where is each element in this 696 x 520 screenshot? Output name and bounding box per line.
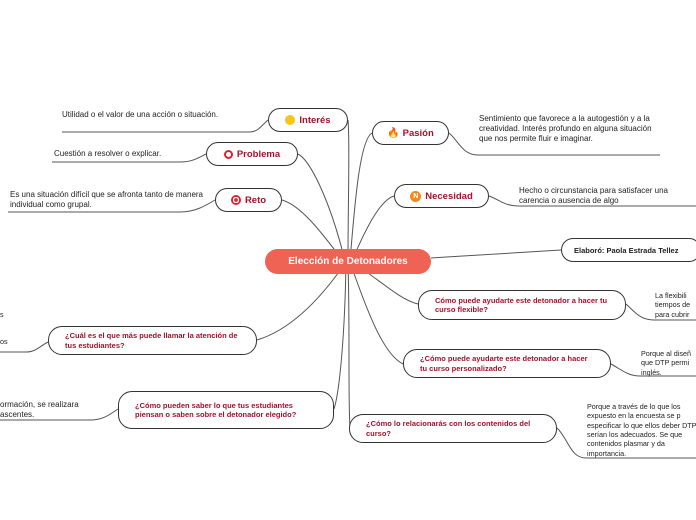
note-curso-flexible: La flexibili tiempos de para cubrir (655, 291, 691, 319)
link-problema (298, 154, 345, 261)
topic-problema[interactable] (206, 142, 298, 166)
link-author (431, 250, 561, 258)
question-contenidos[interactable] (349, 414, 557, 443)
target-icon (231, 195, 241, 205)
note-interes: Utilidad o el valor de una acción o situación. (62, 110, 219, 119)
question-curso-flexible-label: Cómo puede ayudarte este detonador a hacer tu curso flexible? (435, 295, 608, 314)
topic-necesidad[interactable] (394, 184, 489, 208)
author-node[interactable] (561, 238, 696, 262)
note-llamar-a: s (0, 310, 4, 319)
note-necesidad: Hecho o circunstancia para satisfacer una carencia o ausencia de algo (519, 186, 668, 205)
link-saber (334, 262, 346, 409)
question-llamar-atencion[interactable] (48, 326, 257, 355)
link-note-interes (62, 120, 268, 132)
question-llamar-atencion-label: ¿Cuál es el que más puede llamar la atención de tus estudiantes? (65, 331, 238, 350)
link-personal (350, 262, 403, 364)
topic-interes-label: Interés (299, 114, 331, 126)
n-badge-icon: N (410, 191, 421, 202)
question-curso-personalizado[interactable] (403, 349, 611, 378)
topic-necesidad-label: Necesidad (425, 190, 473, 202)
topic-reto[interactable] (215, 188, 282, 212)
question-curso-flexible[interactable] (418, 290, 626, 320)
question-como-saber-label: ¿Cómo pueden saber lo que tus estudiantes piensan o saben sobre el detonador elegido? (135, 400, 297, 419)
topic-interes[interactable] (268, 108, 348, 132)
question-como-saber[interactable] (118, 391, 334, 429)
note-reto: Es una situación difícil que se afronta tanto de manera individual como grupal. (10, 190, 204, 209)
topic-pasion[interactable] (372, 121, 449, 145)
question-contenidos-label: ¿Cómo lo relacionarás con los contenidos del curso? (366, 419, 531, 438)
topic-reto-label: Reto (244, 194, 267, 206)
author-label: Elaboró: Paola Estrada Tellez (574, 245, 679, 255)
link-interes (348, 120, 349, 261)
central-topic-label: Elección de Detonadores (288, 256, 408, 267)
note-problema: Cuestión a resolver o explicar. (54, 149, 162, 158)
note-llamar-b: os (0, 337, 8, 346)
central-topic[interactable] (265, 249, 431, 274)
fire-icon: 🔥 (387, 127, 400, 139)
question-curso-personalizado-label: ¿Cómo puede ayudarte este detonador a hacer tu curso personalizado? (420, 354, 588, 373)
thinking-face-icon (285, 115, 295, 125)
note-curso-personalizado: Porque al diseñ que DTP permi inglés. (641, 349, 691, 377)
no-entry-icon (224, 150, 233, 159)
link-contenidos (348, 262, 350, 428)
note-como-saber: ormación, se realizara ascentes. (0, 400, 79, 419)
note-pasion: Sentimiento que favorece a la autogestión y a la creatividad. Interés profundo en alguna situación que nos permite fluir e imaginar. (479, 114, 652, 143)
note-contenidos: Porque a través de lo que los expuesto en la encuesta se p especificar lo que ellos deber DTP serían los adecuados. Se que contenidos plasmar y da importancia. (587, 402, 696, 458)
topic-problema-label: Problema (236, 148, 281, 160)
topic-pasion-label: Pasión (402, 127, 434, 139)
